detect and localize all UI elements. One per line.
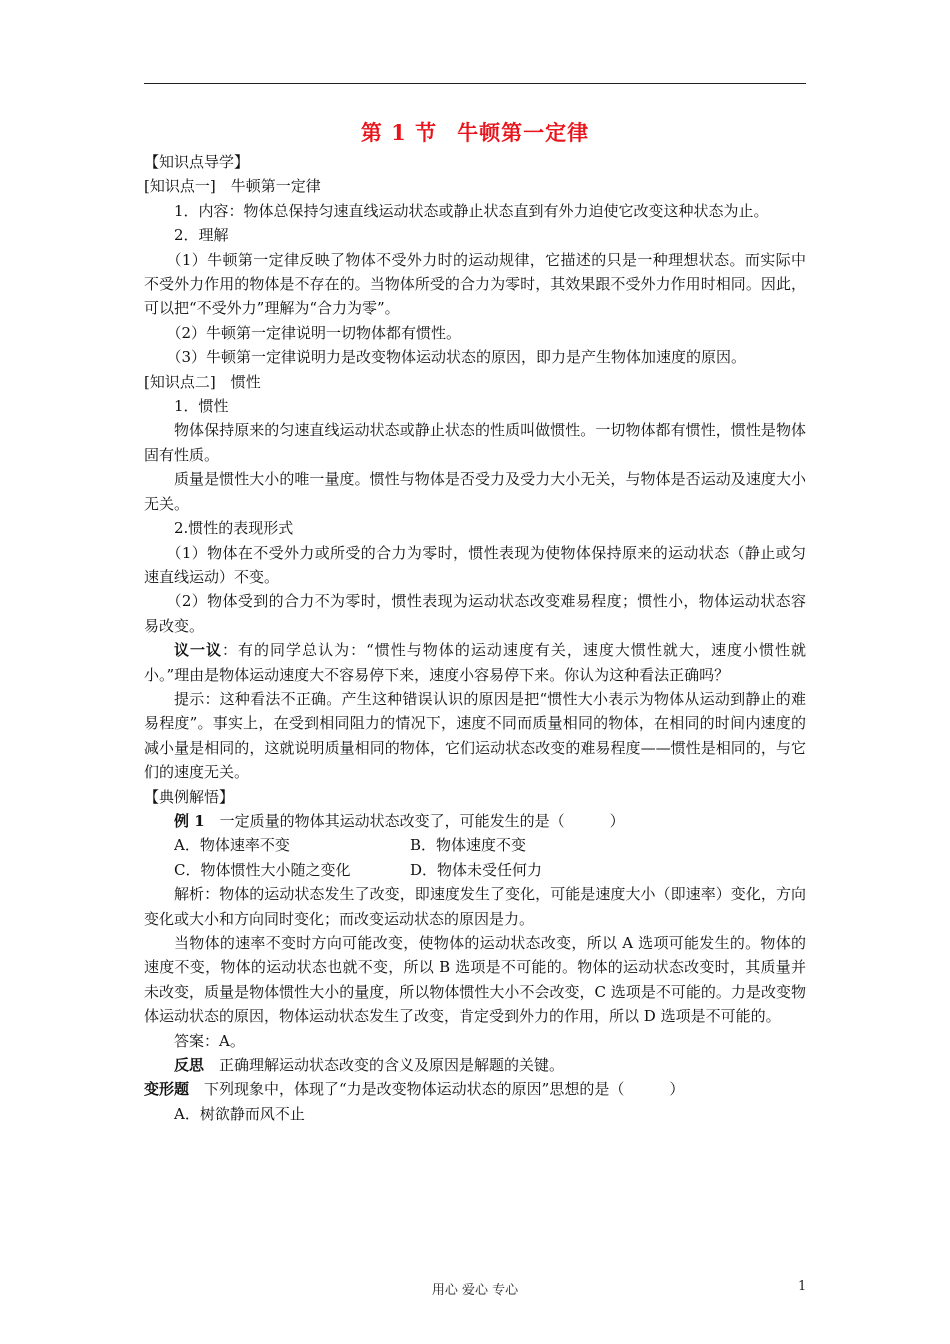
heading-knowledge-2: [知识点二] 惯性 xyxy=(144,372,261,391)
variant-question xyxy=(144,1077,806,1101)
document-body xyxy=(144,118,806,1126)
k1-point-1: （1）牛顿第一定律反映了物体不受外力时的运动规律，它描述的只是一种理想状态。而实际中不受外力作用的物体是不存在的。当物体所受的合力为零时，其效果跟不受外力作用时相同。因此，可以把“不受外力”理解为“合力为零”。 xyxy=(144,250,806,318)
k2-form-1: （1）物体在不受外力或所受的合力为零时，惯性表现为使物体保持原来的运动状态（静止或匀速直线运动）不变。 xyxy=(144,543,806,586)
answer: 答案：A。 xyxy=(174,1031,245,1050)
title-section-number: 第 1 节 xyxy=(360,120,438,145)
discussion-text: ：有的同学总认为：“惯性与物体的运动速度有关，速度大惯性就大，速度小惯性就小。”理由是物体运动速度大不容易停下来，速度小容易停下来。你认为这种看法正确吗？ xyxy=(144,641,806,684)
example-1-options-row-2 xyxy=(144,858,806,882)
k1-point-2: （2）牛顿第一定律说明一切物体都有惯性。 xyxy=(166,323,462,342)
analysis-paragraph-2: 当物体的速率不变时方向可能改变，使物体的运动状态改变，所以 A 选项可能发生的。物体的速度不变，物体的运动状态也就不变，所以 B 选项是不可能的。物体的运动状态改变时，其质量并未改变，质量是物体惯性大小的量度，所以物体惯性大小不会改变，C 选项是不可能的。力是改变物体运动状态的原因，物体运动状态发生了改变，肯定受到外力的作用，所以 D 选项是不可能的。 xyxy=(144,934,806,1026)
discussion-hint: 提示：这种看法不正确。产生这种错误认识的原因是把“惯性大小表示为物体从运动到静止的难易程度”。事实上，在受到相同阻力的情况下，速度不同而质量相同的物体，在相同的时间内速度的减小量是相同的，这就说明质量相同的物体，它们运动状态改变的难易程度——惯性是相同的，与它们的速度无关。 xyxy=(144,689,806,782)
page-footer: 用心 爱心 专心 xyxy=(431,1283,519,1298)
option-c: C．物体惯性大小随之变化 xyxy=(174,860,351,879)
example-1-options-row-1 xyxy=(144,833,806,857)
discussion xyxy=(144,638,806,687)
k2-inertia-definition: 物体保持原来的匀速直线运动状态或静止状态的性质叫做惯性。一切物体都有惯性，惯性是物体固有性质。 xyxy=(144,421,806,464)
example-1 xyxy=(144,809,806,833)
title-text: 牛顿第一定律 xyxy=(457,120,590,145)
k1-understanding-heading: 2．理解 xyxy=(174,226,229,245)
page-title xyxy=(144,118,806,148)
reflection xyxy=(144,1053,806,1077)
heading-examples: 【典例解悟】 xyxy=(144,787,235,806)
k2-inertia-mass: 质量是惯性大小的唯一量度。惯性与物体是否受力及受力大小无关，与物体是否运动及速度大小无关。 xyxy=(144,470,806,513)
k2-forms-heading: 2.惯性的表现形式 xyxy=(174,519,294,538)
example-1-label: 例 1 xyxy=(174,811,205,830)
heading-knowledge-1: [知识点一] 牛顿第一定律 xyxy=(144,177,321,196)
header-rule xyxy=(144,83,806,84)
reflection-label: 反思 xyxy=(174,1056,205,1075)
variant-label: 变形题 xyxy=(144,1080,190,1099)
k1-point-3: （3）牛顿第一定律说明力是改变物体运动状态的原因，即力是产生物体加速度的原因。 xyxy=(166,348,747,367)
option-d: D．物体未受任何力 xyxy=(410,860,543,879)
variant-text: 下列现象中，体现了“力是改变物体运动状态的原因”思想的是（ ） xyxy=(189,1080,685,1099)
k1-content: 1．内容：物体总保持匀速直线运动状态或静止状态直到有外力迫使它改变这种状态为止。 xyxy=(174,201,769,220)
option-b: B．物体速度不变 xyxy=(410,836,527,855)
discussion-label: 议一议 xyxy=(174,641,223,660)
option-a: A．物体速率不变 xyxy=(174,836,290,855)
example-1-question: 一定质量的物体其运动状态改变了，可能发生的是（ ） xyxy=(204,811,625,830)
variant-option-a: A．树欲静而风不止 xyxy=(174,1104,305,1123)
k2-form-2: （2）物体受到的合力不为零时，惯性表现为运动状态改变难易程度；惯性小，物体运动状态容易改变。 xyxy=(144,592,806,635)
analysis-paragraph-1: 解析：物体的运动状态发生了改变，即速度发生了变化，可能是速度大小（即速率）变化，方向变化或大小和方向同时变化；而改变运动状态的原因是力。 xyxy=(144,885,806,928)
reflection-text: 正确理解运动状态改变的含义及原因是解题的关键。 xyxy=(204,1056,565,1075)
k2-inertia-heading: 1．惯性 xyxy=(174,397,229,416)
page-number: 1 xyxy=(798,1279,807,1294)
heading-guide: 【知识点导学】 xyxy=(144,153,250,171)
